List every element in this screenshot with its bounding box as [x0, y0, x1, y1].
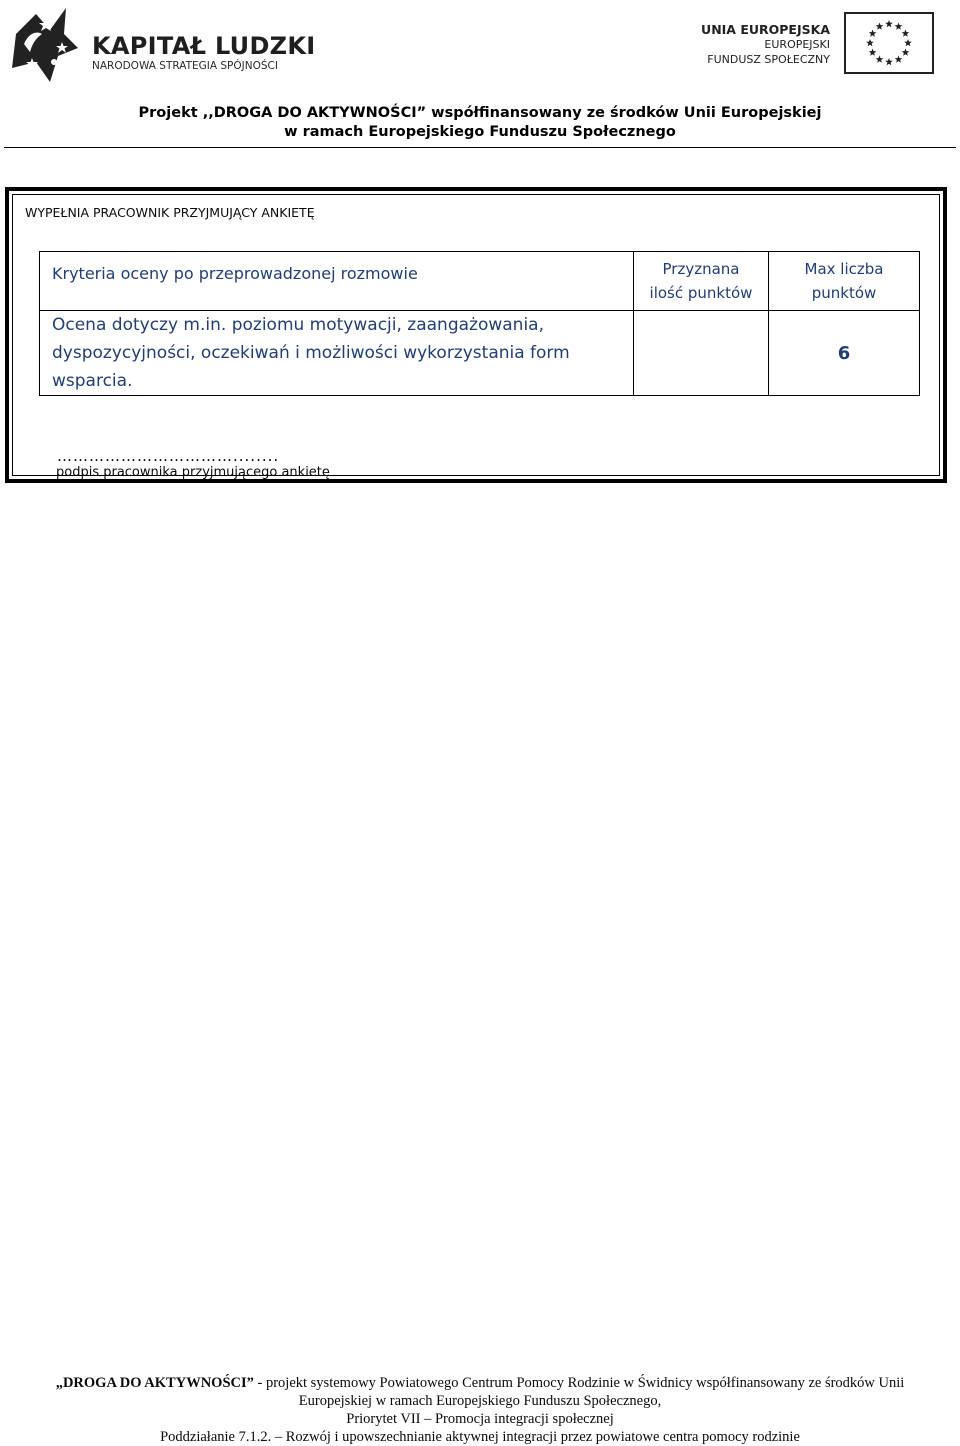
criteria-header: Kryteria oceny po przeprowadzonej rozmowie	[40, 252, 634, 311]
max-header-line2: punktów	[811, 284, 877, 302]
project-title	[0, 104, 960, 142]
footer-line1	[0, 1374, 960, 1392]
footer-line2: Europejskiej w ramach Europejskiego Funduszu Społecznego,	[298, 1393, 662, 1409]
project-title-line1: Projekt ,,DROGA DO AKTYWNOŚCI” współfinansowany ze środków Unii Europejskiej	[138, 105, 822, 121]
header-divider	[4, 147, 956, 148]
signature-label: podpis pracownika przyjmującego ankietę	[56, 465, 330, 480]
eu-flag-icon	[844, 12, 934, 74]
evaluation-frame	[5, 187, 947, 483]
awarded-points-header	[634, 252, 769, 311]
max-points-cell	[769, 311, 920, 396]
project-title-line2: w ramach Europejskiego Funduszu Społecznego	[284, 124, 676, 140]
criteria-header-row	[40, 252, 920, 311]
awarded-points-field[interactable]	[634, 311, 769, 396]
page-footer	[0, 1374, 960, 1446]
footer-project-name: „DROGA DO AKTYWNOŚCI”	[55, 1375, 254, 1391]
footer-line4: Poddziałanie 7.1.2. – Rozwój i upowszechnianie aktywnej integracji przez powiatowe centra pomocy rodzinie	[160, 1429, 800, 1445]
kapital-ludzki-logo	[6, 4, 316, 84]
signature-line[interactable]: ……………………………........	[57, 447, 280, 465]
evaluation-box-title: WYPEŁNIA PRACOWNIK PRZYJMUJĄCY ANKIETĘ	[25, 205, 315, 220]
eu-logo-text	[701, 22, 830, 67]
criteria-row	[40, 311, 920, 396]
eu-logo-line3: FUNDUSZ SPOŁECZNY	[707, 53, 830, 66]
evaluation-frame-inner	[12, 194, 940, 480]
max-points-value: 6	[837, 342, 851, 364]
criteria-description: Ocena dotyczy m.in. poziomu motywacji, zaangażowania, dyspozycyjności, oczekiwań i możliwości wykorzystania form wsparcia.	[40, 311, 634, 396]
awarded-header-line1: Przyznana	[662, 260, 740, 278]
eu-logo	[694, 12, 934, 78]
footer-line1-text: - projekt systemowy Powiatowego Centrum Pomocy Rodzinie w Świdnicy współfinansowany ze środków Unii	[253, 1375, 905, 1391]
kapital-ludzki-emblem-icon	[6, 4, 84, 84]
kapital-ludzki-title: KAPITAŁ LUDZKI	[92, 32, 316, 60]
max-header-line1: Max liczba	[804, 260, 884, 278]
footer-line3: Priorytet VII – Promocja integracji społecznej	[346, 1411, 614, 1427]
max-points-header	[769, 252, 920, 311]
eu-logo-line1: UNIA EUROPEJSKA	[701, 22, 830, 37]
eu-logo-line2: EUROPEJSKI	[764, 38, 830, 51]
criteria-table	[39, 251, 920, 396]
kapital-ludzki-subtitle: NARODOWA STRATEGIA SPÓJNOŚCI	[92, 60, 278, 72]
awarded-header-line2: ilość punktów	[649, 284, 753, 302]
